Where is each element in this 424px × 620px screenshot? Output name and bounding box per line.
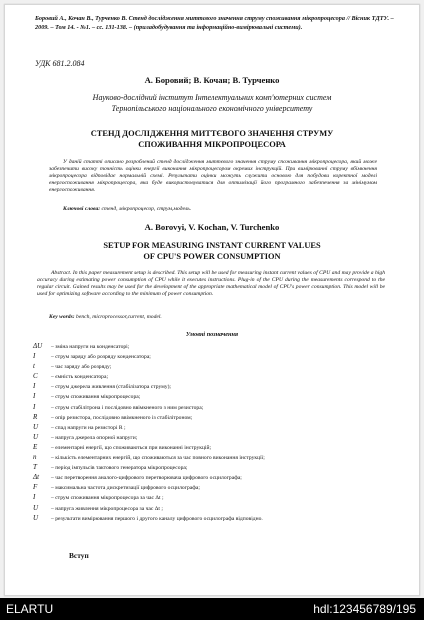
keywords-label: Key words:	[49, 314, 75, 320]
notation-symbol: I	[33, 493, 36, 502]
notation-description: – струм стабілітрона і послідовно ввімкненого з ним резистора;	[51, 404, 204, 411]
notation-description: – ємність конденсатора;	[51, 374, 108, 381]
section-heading-introduction: Вступ	[69, 551, 89, 560]
keywords-english	[49, 314, 379, 320]
notation-item	[33, 412, 385, 422]
notation-item	[33, 432, 385, 442]
notation-item	[33, 361, 385, 371]
udk-code: УДК 681.2.084	[35, 59, 85, 68]
notation-description: – струм споживання мікропроцесора за час Δt ;	[51, 495, 164, 502]
title-line: СПОЖИВАННЯ МІКРОПРОЦЕСОРА	[138, 140, 286, 149]
notation-item	[33, 503, 385, 513]
notation-list	[33, 341, 385, 523]
notation-description: – елементарні енергії, що споживаються при виконанні інструкцій;	[51, 444, 212, 451]
repository-name: ELARTU	[6, 602, 54, 616]
authors-ukrainian: А. Боровий; В. Кочан; В. Турченко	[144, 75, 280, 85]
notation-description: – зміна напруги на конденсаторі;	[51, 344, 130, 350]
notation-symbol: t	[33, 362, 35, 371]
notation-symbol: E	[33, 442, 38, 451]
notation-heading: Умовні позначення	[185, 331, 239, 338]
title-english	[5, 240, 419, 262]
notation-description: – кількість елементарних енергій, що споживаються за час повного виконання інструкції;	[51, 455, 265, 462]
notation-item	[33, 391, 385, 401]
notation-item	[33, 341, 385, 351]
title-line: SETUP FOR MEASURING INSTANT CURRENT VALUES	[103, 241, 321, 250]
notation-description: – опір резистора, послідовно ввімкненого із стабілітроном;	[51, 414, 193, 421]
notation-item	[33, 422, 385, 432]
notation-item	[33, 351, 385, 361]
notation-symbol: U	[33, 432, 39, 441]
notation-description: – максимальна частота дискретизації цифрового осцилографа;	[51, 485, 200, 492]
notation-item	[33, 452, 385, 462]
notation-item	[33, 371, 385, 381]
notation-description: – спад напруги на резисторі R ;	[51, 424, 126, 431]
affiliation	[5, 92, 419, 114]
document-page	[4, 4, 420, 596]
affiliation-line: Науково-дослідний інститут Інтелектуальних комп'ютерних систем	[92, 93, 332, 102]
notation-symbol: I	[33, 352, 36, 361]
notation-description: – період імпульсів тактового генератора мікропроцесора;	[51, 465, 188, 472]
notation-description: – час заряду або розряду;	[51, 364, 112, 371]
notation-item	[33, 482, 385, 492]
notation-description: – результати вимірювання першого і другого каналу цифрового осцилографа відповідно.	[51, 515, 263, 522]
affiliation-line: Тернопільського національного економічного університету	[111, 104, 313, 113]
notation-symbol: U	[33, 513, 39, 522]
notation-symbol: n	[33, 453, 37, 462]
notation-symbol: I	[33, 382, 36, 391]
notation-item	[33, 492, 385, 502]
abstract-english: Abstract. In this paper measurement setup is described. This setup will be used for measuring instant current values of CPU and may provide a high accuracy during estimating power consumption of CPU while it executes instructions. Plug-in of the CPU during the measurements correspond to the regular circuit. Gained results may be used for the development of the appropriate mathematical model of CPU's power consumption. This model will be used for optimizing software according to the minimum of power consumption.	[37, 270, 385, 298]
notation-description: – струм споживання мікропроцесора;	[51, 394, 141, 401]
notation-description: – час перетворення аналого-цифрового перетворювача цифрового осцилографа;	[51, 475, 242, 482]
status-bar	[0, 598, 424, 620]
keywords-label: Ключові слова:	[63, 206, 101, 212]
abstract-ukrainian: У даній статті описано розроблений стенд дослідження миттєвого значення струму споживання мікропроцесора, який може забезпечити високу точність оцінки енергії виконання мікропроцесором окремих інструкцій. При вимірюванні струму вбімкнення мікропроцесора відповідає нормальній схемі. Результати оцінки можуть служити основою для побудови коректної моделі енергоспоживання мікропроцесора, яка буде використовуватися для оптимізації його програмного забезпечення за мінімумом енергоспоживання.	[49, 159, 377, 194]
notation-description: – напруга живлення мікропроцесора за час Δt ;	[51, 505, 163, 512]
notation-item	[33, 381, 385, 391]
notation-description: – струм джерела живлення (стабілізатора струму);	[51, 384, 171, 391]
notation-item	[33, 442, 385, 452]
notation-symbol: T	[33, 463, 37, 472]
notation-symbol: R	[33, 412, 38, 421]
notation-symbol: C	[33, 372, 38, 381]
notation-item	[33, 402, 385, 412]
notation-item	[33, 472, 385, 482]
keywords-text: стенд, мікропроцесор, струм,модель.	[101, 206, 192, 212]
keywords-ukrainian	[63, 206, 383, 212]
notation-symbol: ΔU	[33, 342, 43, 350]
notation-description: – струм заряду або розряду конденсатора;	[51, 354, 151, 361]
notation-symbol: U	[33, 422, 39, 431]
notation-symbol: F	[33, 483, 38, 492]
notation-symbol: U	[33, 503, 39, 512]
notation-symbol: I	[33, 392, 36, 401]
title-line: OF CPU'S POWER CONSUMPTION	[143, 252, 281, 261]
keywords-text: bench, microprocessor,current, model.	[76, 314, 162, 320]
notation-symbol: Δt	[33, 473, 40, 482]
citation: Боровий А., Кочан В., Турченко В. Стенд дослідження миттєвого значення струму споживання мікропроцесора // Вісник ТДТУ. – 2009. – Том 14. - №1. – сс. 131-138. – (приладобудування та інформаційно-вимірювальні системи).	[35, 15, 394, 31]
authors-english: A. Borovyi, V. Kochan, V. Turchenko	[144, 222, 280, 232]
notation-description: – напруга джерела опорної напруги;	[51, 434, 138, 441]
notation-item	[33, 513, 385, 523]
title-ukrainian	[5, 128, 419, 150]
notation-symbol: I	[33, 402, 36, 411]
notation-item	[33, 462, 385, 472]
handle-identifier: hdl:123456789/195	[313, 602, 416, 616]
title-line: СТЕНД ДОСЛІДЖЕННЯ МИТТЄВОГО ЗНАЧЕННЯ СТРУМУ	[90, 129, 334, 138]
